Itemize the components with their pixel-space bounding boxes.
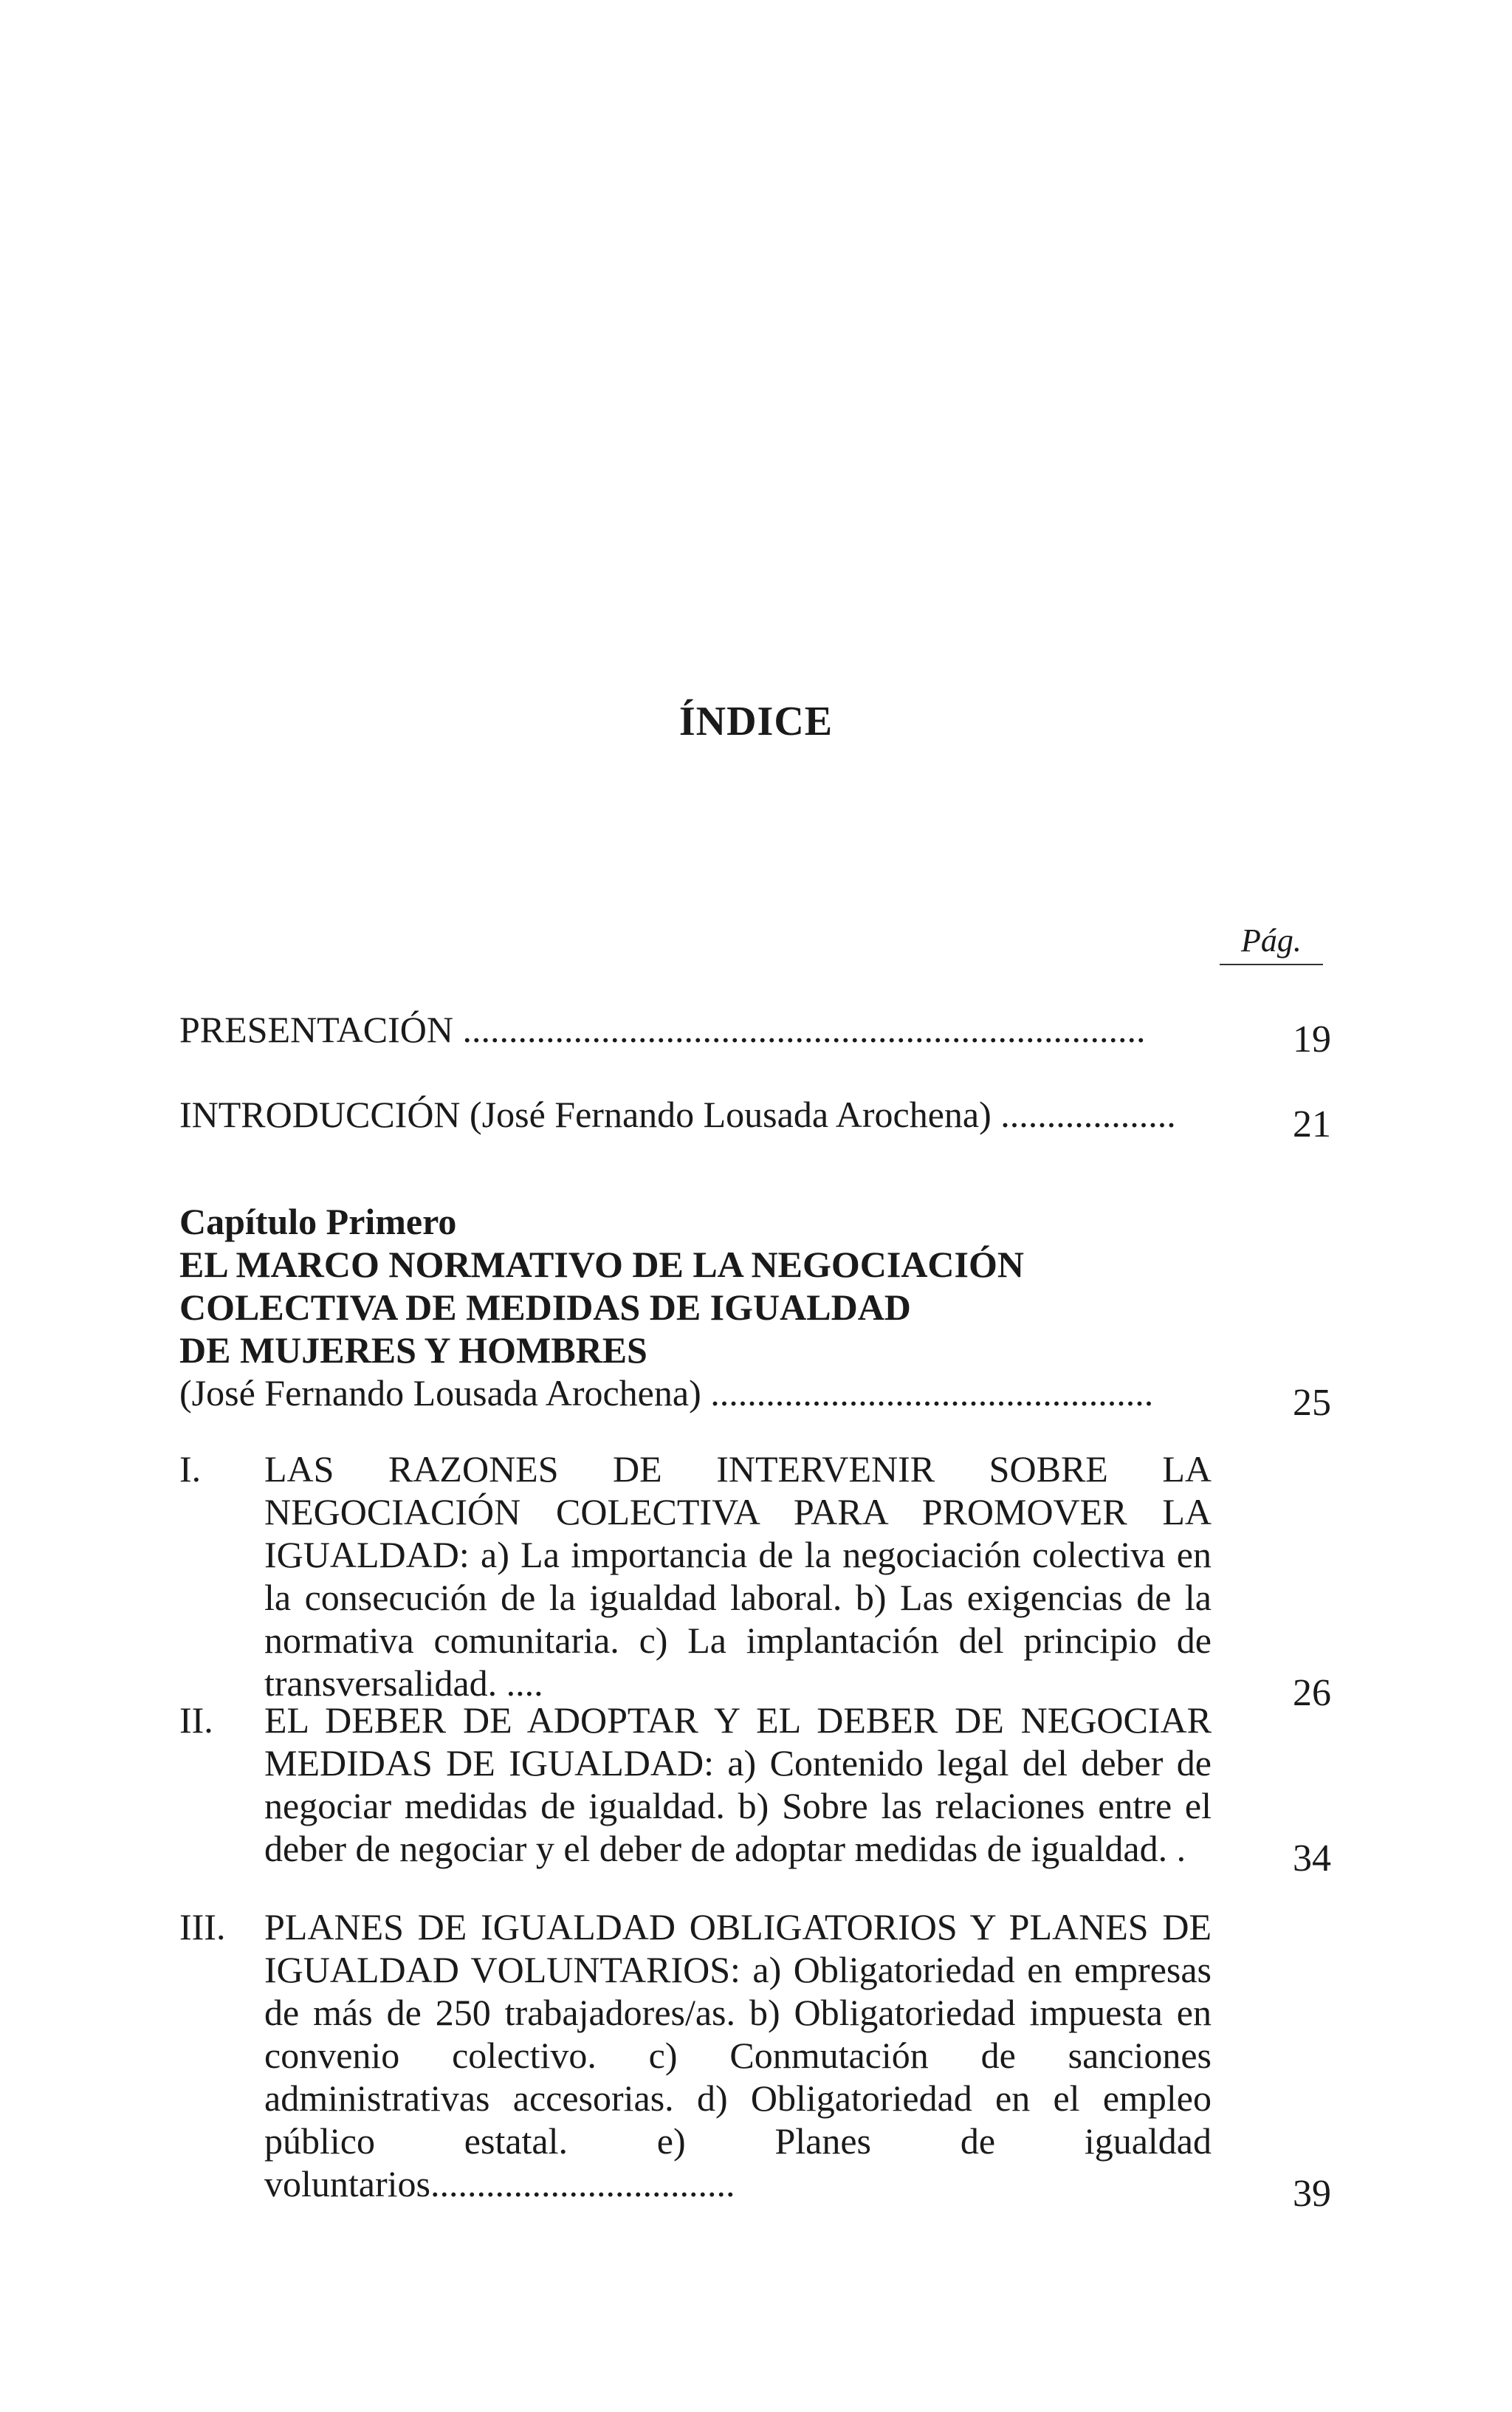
page-title: ÍNDICE bbox=[678, 699, 834, 744]
toc-entry-text: PRESENTACIÓN .......................................................................... bbox=[179, 1009, 1146, 1050]
section-text: EL DEBER DE ADOPTAR Y EL DEBER DE NEGOCIAR MEDIDAS DE IGUALDAD: a) Contenido legal del deber de negociar medidas de igualdad. b) Sobre las relaciones entre el deber de negociar y el deber de adoptar medidas de igualdad. . bbox=[264, 1699, 1212, 1869]
section-number: I. bbox=[179, 1448, 202, 1490]
chapter-author: (José Fernando Lousada Arochena) ................................................ bbox=[179, 1372, 1154, 1414]
toc-entry-introduccion[interactable] bbox=[179, 1093, 1331, 1145]
toc-page-number: 26 bbox=[1293, 1672, 1331, 1714]
section-text: LAS RAZONES DE INTERVENIR SOBRE LA NEGOCIACIÓN COLECTIVA PARA PROMOVER LA IGUALDAD: a) La importancia de la negociación colectiva en la consecución de la igualdad laboral. b) Las exigencias de la normativa comunitaria. c) La implantación del principio de transversalidad. .... bbox=[264, 1448, 1212, 1704]
chapter-title-line: COLECTIVA DE MEDIDAS DE IGUALDAD bbox=[179, 1286, 911, 1328]
toc-entry-presentacion[interactable] bbox=[179, 1008, 1331, 1061]
toc-page-number: 19 bbox=[1293, 1018, 1331, 1061]
section-number: II. bbox=[179, 1699, 213, 1741]
toc-section-i[interactable] bbox=[179, 1447, 1331, 1714]
toc-entry-text: INTRODUCCIÓN (José Fernando Lousada Arochena) ................... bbox=[179, 1094, 1176, 1135]
toc-page-number: 25 bbox=[1293, 1382, 1331, 1424]
toc-section-ii[interactable] bbox=[179, 1699, 1331, 1880]
toc-page-number: 39 bbox=[1293, 2173, 1331, 2215]
section-number: III. bbox=[179, 1906, 226, 1947]
toc-page-number: 34 bbox=[1293, 1837, 1331, 1880]
chapter-heading[interactable] bbox=[179, 1200, 1331, 1424]
chapter-title-line: DE MUJERES Y HOMBRES bbox=[179, 1329, 647, 1371]
section-text: PLANES DE IGUALDAD OBLIGATORIOS Y PLANES DE IGUALDAD VOLUNTARIOS: a) Obligatoriedad en empresas de más de 250 trabajadores/as. b) Obligatoriedad impuesta en convenio colectivo. c) Conmutación de sanciones administrativas accesorias. d) Obligatoriedad en el empleo público estatal. e) Planes de igualdad voluntarios................................. bbox=[264, 1906, 1212, 2204]
chapter-label: Capítulo Primero bbox=[179, 1201, 457, 1242]
page-column-header: Pág. bbox=[1220, 922, 1323, 965]
chapter-title-line: EL MARCO NORMATIVO DE LA NEGOCIACIÓN bbox=[179, 1244, 1024, 1285]
toc-section-iii[interactable] bbox=[179, 1905, 1331, 2215]
toc-page-number: 21 bbox=[1293, 1103, 1331, 1145]
